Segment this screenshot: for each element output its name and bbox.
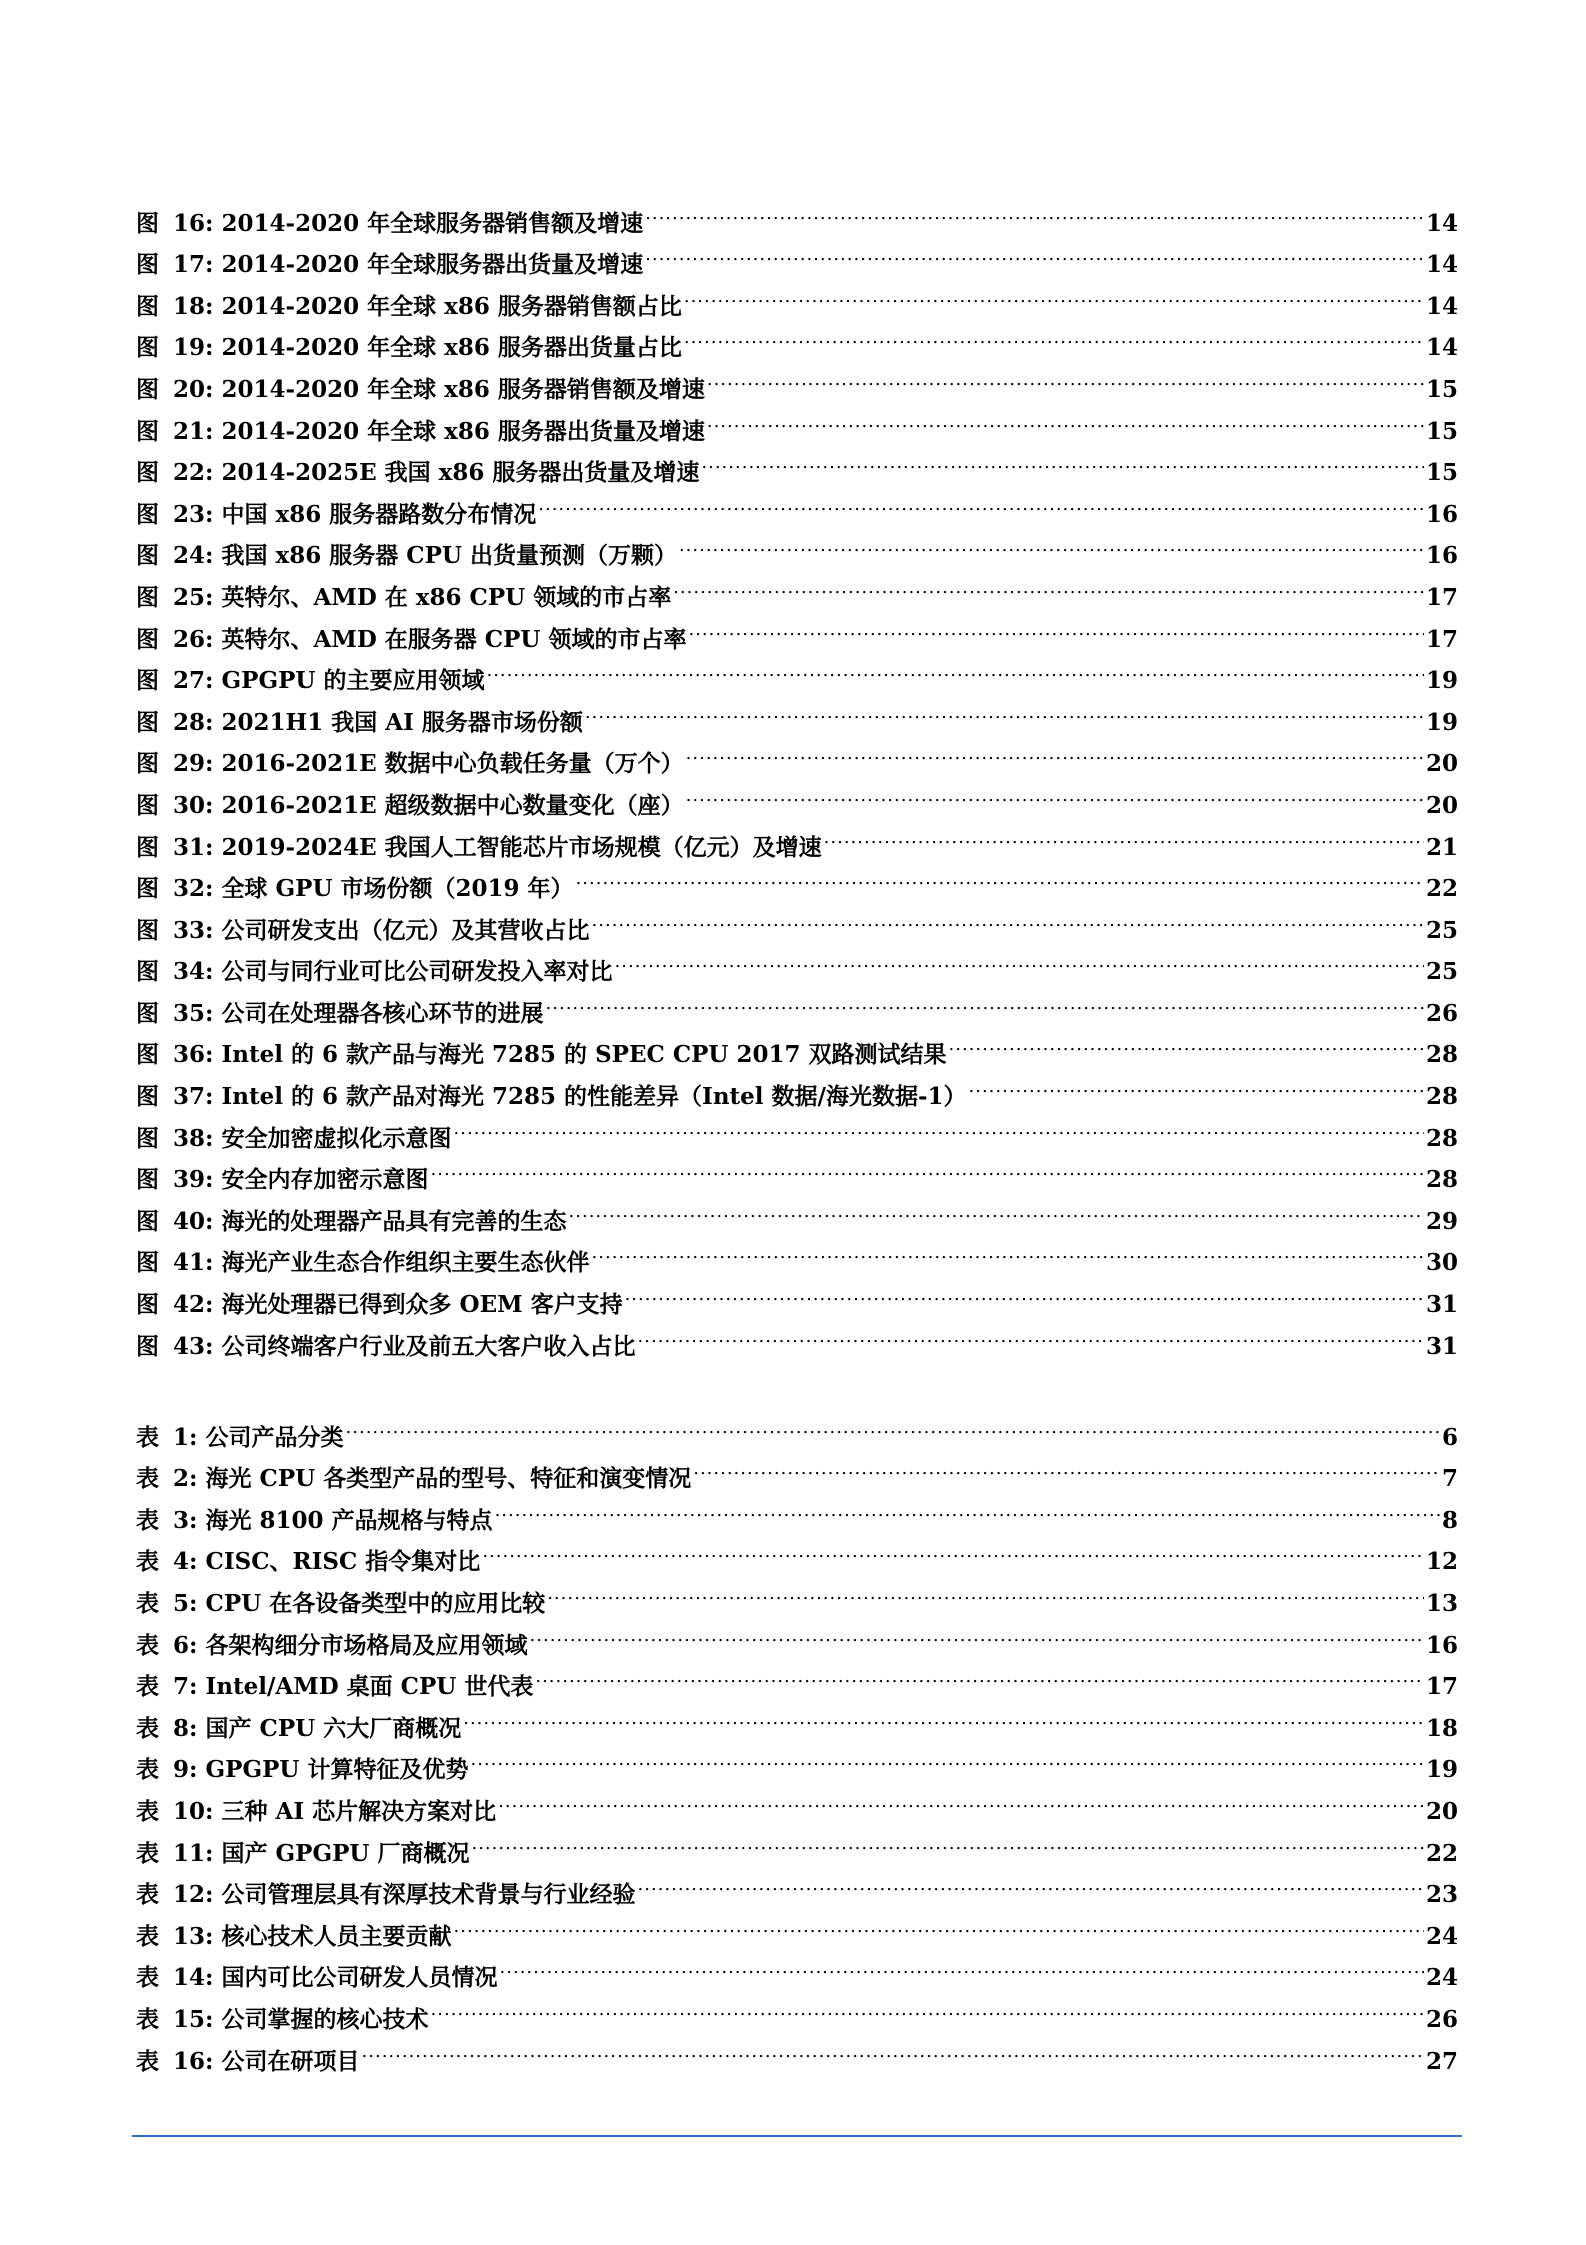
- toc-entry-title: 我国 x86 服务器 CPU 出货量预测（万颗）: [221, 542, 677, 570]
- toc-entry-page-number: 25: [1425, 916, 1458, 944]
- dot-leader: [645, 231, 1424, 273]
- toc-entry-number: 33:: [173, 916, 214, 944]
- toc-entry-title: 海光的处理器产品具有完善的生态: [221, 1207, 567, 1235]
- toc-entry-prefix: 图: [136, 1207, 165, 1235]
- toc-entry-title: 2014-2020 年全球服务器出货量及增速: [221, 251, 644, 279]
- toc-entry-prefix: 图: [136, 583, 165, 611]
- toc-entry-number: 31:: [173, 833, 214, 861]
- dot-leader: [645, 189, 1424, 231]
- toc-entry-page-number: 24: [1425, 1922, 1458, 1950]
- toc-entry-number: 3:: [173, 1506, 198, 1534]
- toc-entry-number: 34:: [173, 958, 214, 986]
- toc-entry-label: [136, 577, 671, 619]
- toc-entry-number: 4:: [173, 1548, 198, 1576]
- dot-leader: [498, 1777, 1424, 1819]
- toc-entry-title: 英特尔、AMD 在服务器 CPU 领域的市占率: [221, 625, 687, 653]
- toc-entry-page-number: 20: [1425, 750, 1458, 778]
- toc-entry-prefix: 图: [136, 1083, 165, 1111]
- figure-index: [136, 189, 1458, 1360]
- toc-entry-page-number: 29: [1425, 1207, 1458, 1235]
- toc-entry-number: 36:: [173, 1041, 214, 1069]
- toc-entry-number: 14:: [173, 1964, 214, 1992]
- dot-leader: [470, 1736, 1424, 1778]
- toc-entry-prefix: 图: [136, 1166, 165, 1194]
- toc-entry-number: 32:: [173, 875, 214, 903]
- toc-entry-label: [136, 1118, 452, 1160]
- toc-entry-page-number: 15: [1425, 417, 1458, 445]
- toc-entry-prefix: 表: [136, 1589, 165, 1617]
- toc-entry-number: 15:: [173, 2005, 214, 2033]
- toc-entry-label: [136, 660, 484, 702]
- toc-entry-number: 16:: [173, 209, 214, 237]
- toc-entry-title: 三种 AI 芯片解决方案对比: [221, 1797, 497, 1825]
- toc-entry-number: 24:: [173, 542, 214, 570]
- toc-entry-prefix: 表: [136, 1506, 165, 1534]
- toc-entry-label: [136, 411, 705, 453]
- toc-entry-title: 海光处理器已得到众多 OEM 客户支持: [221, 1291, 623, 1319]
- toc-entry-label: [136, 951, 613, 993]
- toc-entry-label: [136, 286, 682, 328]
- table-index: [136, 1403, 1458, 2075]
- toc-entry-page-number: 21: [1425, 833, 1458, 861]
- toc-entry-page-number: 25: [1425, 958, 1458, 986]
- figure-toc-entry[interactable]: [136, 189, 1458, 237]
- toc-entry-prefix: 表: [136, 1756, 165, 1784]
- toc-entry-title: 2014-2025E 我国 x86 服务器出货量及增速: [221, 459, 700, 487]
- dot-leader: [546, 979, 1424, 1021]
- toc-entry-title: CPU 在各设备类型中的应用比较: [205, 1589, 546, 1617]
- dot-leader: [638, 1312, 1424, 1354]
- toc-entry-title: 海光 CPU 各类型产品的型号、特征和演变情况: [205, 1465, 692, 1493]
- toc-entry-label: [136, 203, 643, 245]
- toc-entry-prefix: 表: [136, 1714, 165, 1742]
- toc-entry-page-number: 31: [1425, 1332, 1458, 1360]
- toc-entry-title: 2014-2020 年全球 x86 服务器出货量及增速: [221, 417, 705, 445]
- toc-entry-number: 40:: [173, 1207, 214, 1235]
- dot-leader: [688, 605, 1424, 647]
- toc-entry-label: [136, 743, 684, 785]
- dot-leader: [969, 1062, 1424, 1104]
- toc-entry-page-number: 14: [1425, 334, 1458, 362]
- toc-entry-prefix: 表: [136, 1631, 165, 1659]
- dot-leader: [592, 896, 1424, 938]
- toc-entry-prefix: 图: [136, 209, 165, 237]
- dot-leader: [535, 1653, 1424, 1695]
- toc-entry-prefix: 图: [136, 417, 165, 445]
- toc-entry-page-number: 20: [1425, 1797, 1458, 1825]
- toc-entry-page-number: 19: [1425, 667, 1458, 695]
- toc-entry-title: 安全内存加密示意图: [221, 1166, 429, 1194]
- toc-entry-page-number: 8: [1441, 1506, 1458, 1534]
- toc-entry-prefix: 图: [136, 708, 165, 736]
- toc-entry-number: 41:: [173, 1249, 214, 1277]
- toc-entry-label: [136, 1833, 469, 1875]
- toc-entry-title: 全球 GPU 市场份额（2019 年）: [221, 875, 574, 903]
- toc-entry-number: 38:: [173, 1124, 214, 1152]
- toc-entry-number: 13:: [173, 1922, 214, 1950]
- toc-entry-page-number: 28: [1425, 1041, 1458, 1069]
- dot-leader: [486, 647, 1424, 689]
- toc-entry-page-number: 7: [1441, 1465, 1458, 1493]
- toc-entry-title: 公司终端客户行业及前五大客户收入占比: [221, 1332, 636, 1360]
- toc-entry-number: 22:: [173, 459, 214, 487]
- toc-entry-page-number: 12: [1425, 1548, 1458, 1576]
- dot-leader: [362, 2027, 1424, 2069]
- toc-entry-title: 海光 8100 产品规格与特点: [205, 1506, 493, 1534]
- toc-entry-title: 公司掌握的核心技术: [221, 2005, 429, 2033]
- toc-entry-label: [136, 1284, 623, 1326]
- toc-entry-title: 公司管理层具有深厚技术背景与行业经验: [221, 1881, 636, 1909]
- table-toc-entry[interactable]: [136, 1403, 1458, 1451]
- toc-entry-number: 18:: [173, 292, 214, 320]
- toc-entry-number: 10:: [173, 1797, 214, 1825]
- toc-entry-number: 5:: [173, 1589, 198, 1617]
- toc-entry-prefix: 图: [136, 375, 165, 403]
- toc-entry-title: 2016-2021E 数据中心负载任务量（万个）: [221, 750, 684, 778]
- toc-entry-title: 各架构细分市场格局及应用领域: [205, 1631, 528, 1659]
- dot-leader: [701, 439, 1424, 481]
- toc-entry-page-number: 26: [1425, 999, 1458, 1027]
- toc-entry-title: 2014-2020 年全球 x86 服务器销售额及增速: [221, 375, 705, 403]
- toc-entry-page-number: 22: [1425, 875, 1458, 903]
- toc-entry-title: 国产 CPU 六大厂商概况: [205, 1714, 462, 1742]
- toc-entry-prefix: 表: [136, 1922, 165, 1950]
- toc-entry-label: [136, 369, 705, 411]
- toc-entry-number: 25:: [173, 583, 214, 611]
- toc-entry-label: [136, 327, 682, 369]
- toc-entry-title: 2014-2020 年全球 x86 服务器销售额占比: [221, 292, 682, 320]
- toc-entry-label: [136, 868, 574, 910]
- toc-entry-prefix: 图: [136, 999, 165, 1027]
- toc-entry-title: 2014-2020 年全球服务器销售额及增速: [221, 209, 644, 237]
- toc-entry-label: [136, 910, 590, 952]
- toc-entry-page-number: 18: [1425, 1714, 1458, 1742]
- toc-entry-number: 16:: [173, 2047, 214, 2075]
- toc-entry-title: 安全加密虚拟化示意图: [221, 1124, 452, 1152]
- toc-entry-title: 英特尔、AMD 在 x86 CPU 领域的市占率: [221, 583, 672, 611]
- toc-entry-prefix: 图: [136, 875, 165, 903]
- toc-entry-number: 21:: [173, 417, 214, 445]
- toc-entry-number: 17:: [173, 251, 214, 279]
- dot-leader: [949, 1021, 1424, 1063]
- toc-entry-page-number: 15: [1425, 375, 1458, 403]
- toc-entry-label: [136, 535, 677, 577]
- toc-entry-prefix: 图: [136, 750, 165, 778]
- toc-entry-title: 公司产品分类: [205, 1423, 344, 1451]
- toc-entry-page-number: 16: [1425, 1631, 1458, 1659]
- toc-entry-page-number: 27: [1425, 2047, 1458, 2075]
- dot-leader: [673, 563, 1424, 605]
- toc-entry-number: 37:: [173, 1083, 214, 1111]
- dot-leader: [454, 1104, 1424, 1146]
- toc-entry-page-number: 17: [1425, 1673, 1458, 1701]
- toc-entry-prefix: 表: [136, 1964, 165, 1992]
- toc-entry-label: [136, 1583, 545, 1625]
- toc-entry-title: CISC、RISC 指令集对比: [205, 1548, 481, 1576]
- dot-leader: [824, 813, 1424, 855]
- toc-entry-prefix: 图: [136, 542, 165, 570]
- toc-entry-title: 海光产业生态合作组织主要生态伙伴: [221, 1249, 590, 1277]
- toc-entry-title: GPGPU 的主要应用领域: [221, 667, 485, 695]
- toc-entry-prefix: 图: [136, 1291, 165, 1319]
- dot-leader: [686, 771, 1424, 813]
- toc-entry-page-number: 17: [1425, 583, 1458, 611]
- dot-leader: [346, 1403, 1440, 1445]
- toc-entry-title: Intel 的 6 款产品与海光 7285 的 SPEC CPU 2017 双路测试结果: [221, 1041, 947, 1069]
- toc-entry-page-number: 14: [1425, 292, 1458, 320]
- toc-entry-page-number: 6: [1441, 1423, 1458, 1451]
- toc-entry-label: [136, 1625, 528, 1667]
- toc-entry-prefix: 图: [136, 625, 165, 653]
- dot-leader: [707, 397, 1424, 439]
- toc-entry-prefix: 图: [136, 916, 165, 944]
- toc-entry-prefix: 图: [136, 251, 165, 279]
- toc-entry-page-number: 28: [1425, 1166, 1458, 1194]
- toc-entry-page-number: 28: [1425, 1124, 1458, 1152]
- dot-leader: [684, 314, 1424, 356]
- toc-entry-prefix: 图: [136, 1041, 165, 1069]
- dot-leader: [684, 272, 1424, 314]
- toc-entry-page-number: 28: [1425, 1083, 1458, 1111]
- toc-entry-label: [136, 702, 583, 744]
- toc-entry-prefix: 表: [136, 1423, 165, 1451]
- toc-entry-title: 2021H1 我国 AI 服务器市场份额: [221, 708, 583, 736]
- dot-leader: [576, 855, 1424, 897]
- toc-entry-number: 43:: [173, 1332, 214, 1360]
- toc-entry-label: [136, 1159, 429, 1201]
- toc-entry-prefix: 表: [136, 1881, 165, 1909]
- toc-entry-number: 26:: [173, 625, 214, 653]
- dot-leader: [431, 1146, 1424, 1188]
- toc-entry-prefix: 图: [136, 791, 165, 819]
- toc-entry-page-number: 16: [1425, 500, 1458, 528]
- toc-entry-number: 39:: [173, 1166, 214, 1194]
- toc-entry-title: 公司研发支出（亿元）及其营收占比: [221, 916, 590, 944]
- toc-entry-page-number: 23: [1425, 1881, 1458, 1909]
- toc-entry-number: 29:: [173, 750, 214, 778]
- dot-leader: [592, 1229, 1424, 1271]
- toc-entry-page-number: 14: [1425, 209, 1458, 237]
- toc-entry-number: 6:: [173, 1631, 198, 1659]
- toc-entry-label: [136, 1201, 567, 1243]
- dot-leader: [638, 1861, 1424, 1903]
- dot-leader: [679, 522, 1424, 564]
- toc-entry-title: Intel 的 6 款产品对海光 7285 的性能差异（Intel 数据/海光数据-1）: [221, 1083, 967, 1111]
- toc-entry-label: [136, 2041, 360, 2083]
- dot-leader: [495, 1486, 1440, 1528]
- dot-leader: [482, 1528, 1424, 1570]
- toc-entry-page-number: 19: [1425, 708, 1458, 736]
- dot-leader: [707, 355, 1424, 397]
- toc-entry-title: 2019-2024E 我国人工智能芯片市场规模（亿元）及增速: [221, 833, 822, 861]
- toc-entry-prefix: 表: [136, 2047, 165, 2075]
- toc-entry-title: 2014-2020 年全球 x86 服务器出货量占比: [221, 334, 682, 362]
- toc-entry-label: [136, 1417, 344, 1459]
- toc-entry-label: [136, 1791, 496, 1833]
- toc-entry-prefix: 表: [136, 1673, 165, 1701]
- toc-entry-label: [136, 785, 684, 827]
- toc-entry-title: 核心技术人员主要贡献: [221, 1922, 452, 1950]
- dot-leader: [500, 1944, 1424, 1986]
- dot-leader: [538, 480, 1424, 522]
- toc-entry-label: [136, 1034, 947, 1076]
- toc-entry-prefix: 图: [136, 833, 165, 861]
- toc-entry-label: [136, 1749, 468, 1791]
- toc-entry-number: 23:: [173, 500, 214, 528]
- toc-entry-prefix: 表: [136, 1465, 165, 1493]
- toc-entry-label: [136, 1242, 590, 1284]
- toc-entry-page-number: 30: [1425, 1249, 1458, 1277]
- dot-leader: [454, 1902, 1424, 1944]
- toc-entry-number: 7:: [173, 1673, 198, 1701]
- toc-entry-label: [136, 1916, 452, 1958]
- toc-entry-title: 国内可比公司研发人员情况: [221, 1964, 498, 1992]
- toc-entry-prefix: 图: [136, 334, 165, 362]
- toc-entry-title: 国产 GPGPU 厂商概况: [221, 1839, 470, 1867]
- toc-entry-label: [136, 1326, 636, 1368]
- toc-entry-title: 中国 x86 服务器路数分布情况: [221, 500, 537, 528]
- toc-entry-number: 42:: [173, 1291, 214, 1319]
- toc-entry-prefix: 图: [136, 958, 165, 986]
- footer-divider: [132, 2135, 1462, 2137]
- toc-entry-page-number: 31: [1425, 1291, 1458, 1319]
- toc-entry-number: 9:: [173, 1756, 198, 1784]
- dot-leader: [547, 1569, 1424, 1611]
- toc-entry-prefix: 图: [136, 459, 165, 487]
- toc-entry-number: 28:: [173, 708, 214, 736]
- toc-entry-title: GPGPU 计算特征及优势: [205, 1756, 469, 1784]
- toc-entry-number: 19:: [173, 334, 214, 362]
- toc-entry-number: 12:: [173, 1881, 214, 1909]
- dot-leader: [431, 1985, 1424, 2027]
- toc-entry-label: [136, 494, 536, 536]
- toc-entry-number: 8:: [173, 1714, 198, 1742]
- toc-entry-page-number: 13: [1425, 1589, 1458, 1617]
- toc-entry-page-number: 26: [1425, 2005, 1458, 2033]
- toc-entry-number: 2:: [173, 1465, 198, 1493]
- toc-entry-number: 1:: [173, 1423, 198, 1451]
- toc-entry-title: 公司在处理器各核心环节的进展: [221, 999, 544, 1027]
- dot-leader: [686, 730, 1424, 772]
- toc-entry-page-number: 24: [1425, 1964, 1458, 1992]
- toc-entry-prefix: 图: [136, 1124, 165, 1152]
- toc-entry-title: Intel/AMD 桌面 CPU 世代表: [205, 1673, 534, 1701]
- toc-entry-number: 35:: [173, 999, 214, 1027]
- dot-leader: [693, 1445, 1440, 1487]
- toc-entry-prefix: 图: [136, 292, 165, 320]
- dot-leader: [585, 688, 1424, 730]
- toc-entry-prefix: 表: [136, 1797, 165, 1825]
- toc-entry-label: [136, 1541, 480, 1583]
- toc-entry-page-number: 20: [1425, 791, 1458, 819]
- toc-entry-page-number: 17: [1425, 625, 1458, 653]
- toc-entry-page-number: 22: [1425, 1839, 1458, 1867]
- toc-entry-prefix: 表: [136, 1839, 165, 1867]
- toc-entry-page-number: 14: [1425, 251, 1458, 279]
- toc-entry-label: [136, 244, 643, 286]
- toc-entry-number: 30:: [173, 791, 214, 819]
- toc-entry-label: [136, 993, 544, 1035]
- toc-entry-title: 公司与同行业可比公司研发投入率对比: [221, 958, 613, 986]
- toc-entry-prefix: 图: [136, 500, 165, 528]
- dot-leader: [463, 1694, 1424, 1736]
- toc-entry-label: [136, 1708, 461, 1750]
- toc-entry-label: [136, 1500, 493, 1542]
- toc-entry-prefix: 图: [136, 667, 165, 695]
- dot-leader: [569, 1187, 1424, 1229]
- dot-leader: [530, 1611, 1424, 1653]
- toc-entry-number: 11:: [173, 1839, 214, 1867]
- toc-entry-number: 20:: [173, 375, 214, 403]
- toc-entry-prefix: 表: [136, 2005, 165, 2033]
- toc-entry-page-number: 19: [1425, 1756, 1458, 1784]
- toc-entry-prefix: 图: [136, 1249, 165, 1277]
- dot-leader: [615, 938, 1424, 980]
- toc-entry-page-number: 15: [1425, 459, 1458, 487]
- toc-entry-page-number: 16: [1425, 542, 1458, 570]
- toc-entry-prefix: 表: [136, 1548, 165, 1576]
- toc-entry-number: 27:: [173, 667, 214, 695]
- toc-entry-prefix: 图: [136, 1332, 165, 1360]
- dot-leader: [625, 1270, 1424, 1312]
- dot-leader: [471, 1819, 1424, 1861]
- toc-entry-title: 2016-2021E 超级数据中心数量变化（座）: [221, 791, 684, 819]
- toc-entry-title: 公司在研项目: [221, 2047, 360, 2075]
